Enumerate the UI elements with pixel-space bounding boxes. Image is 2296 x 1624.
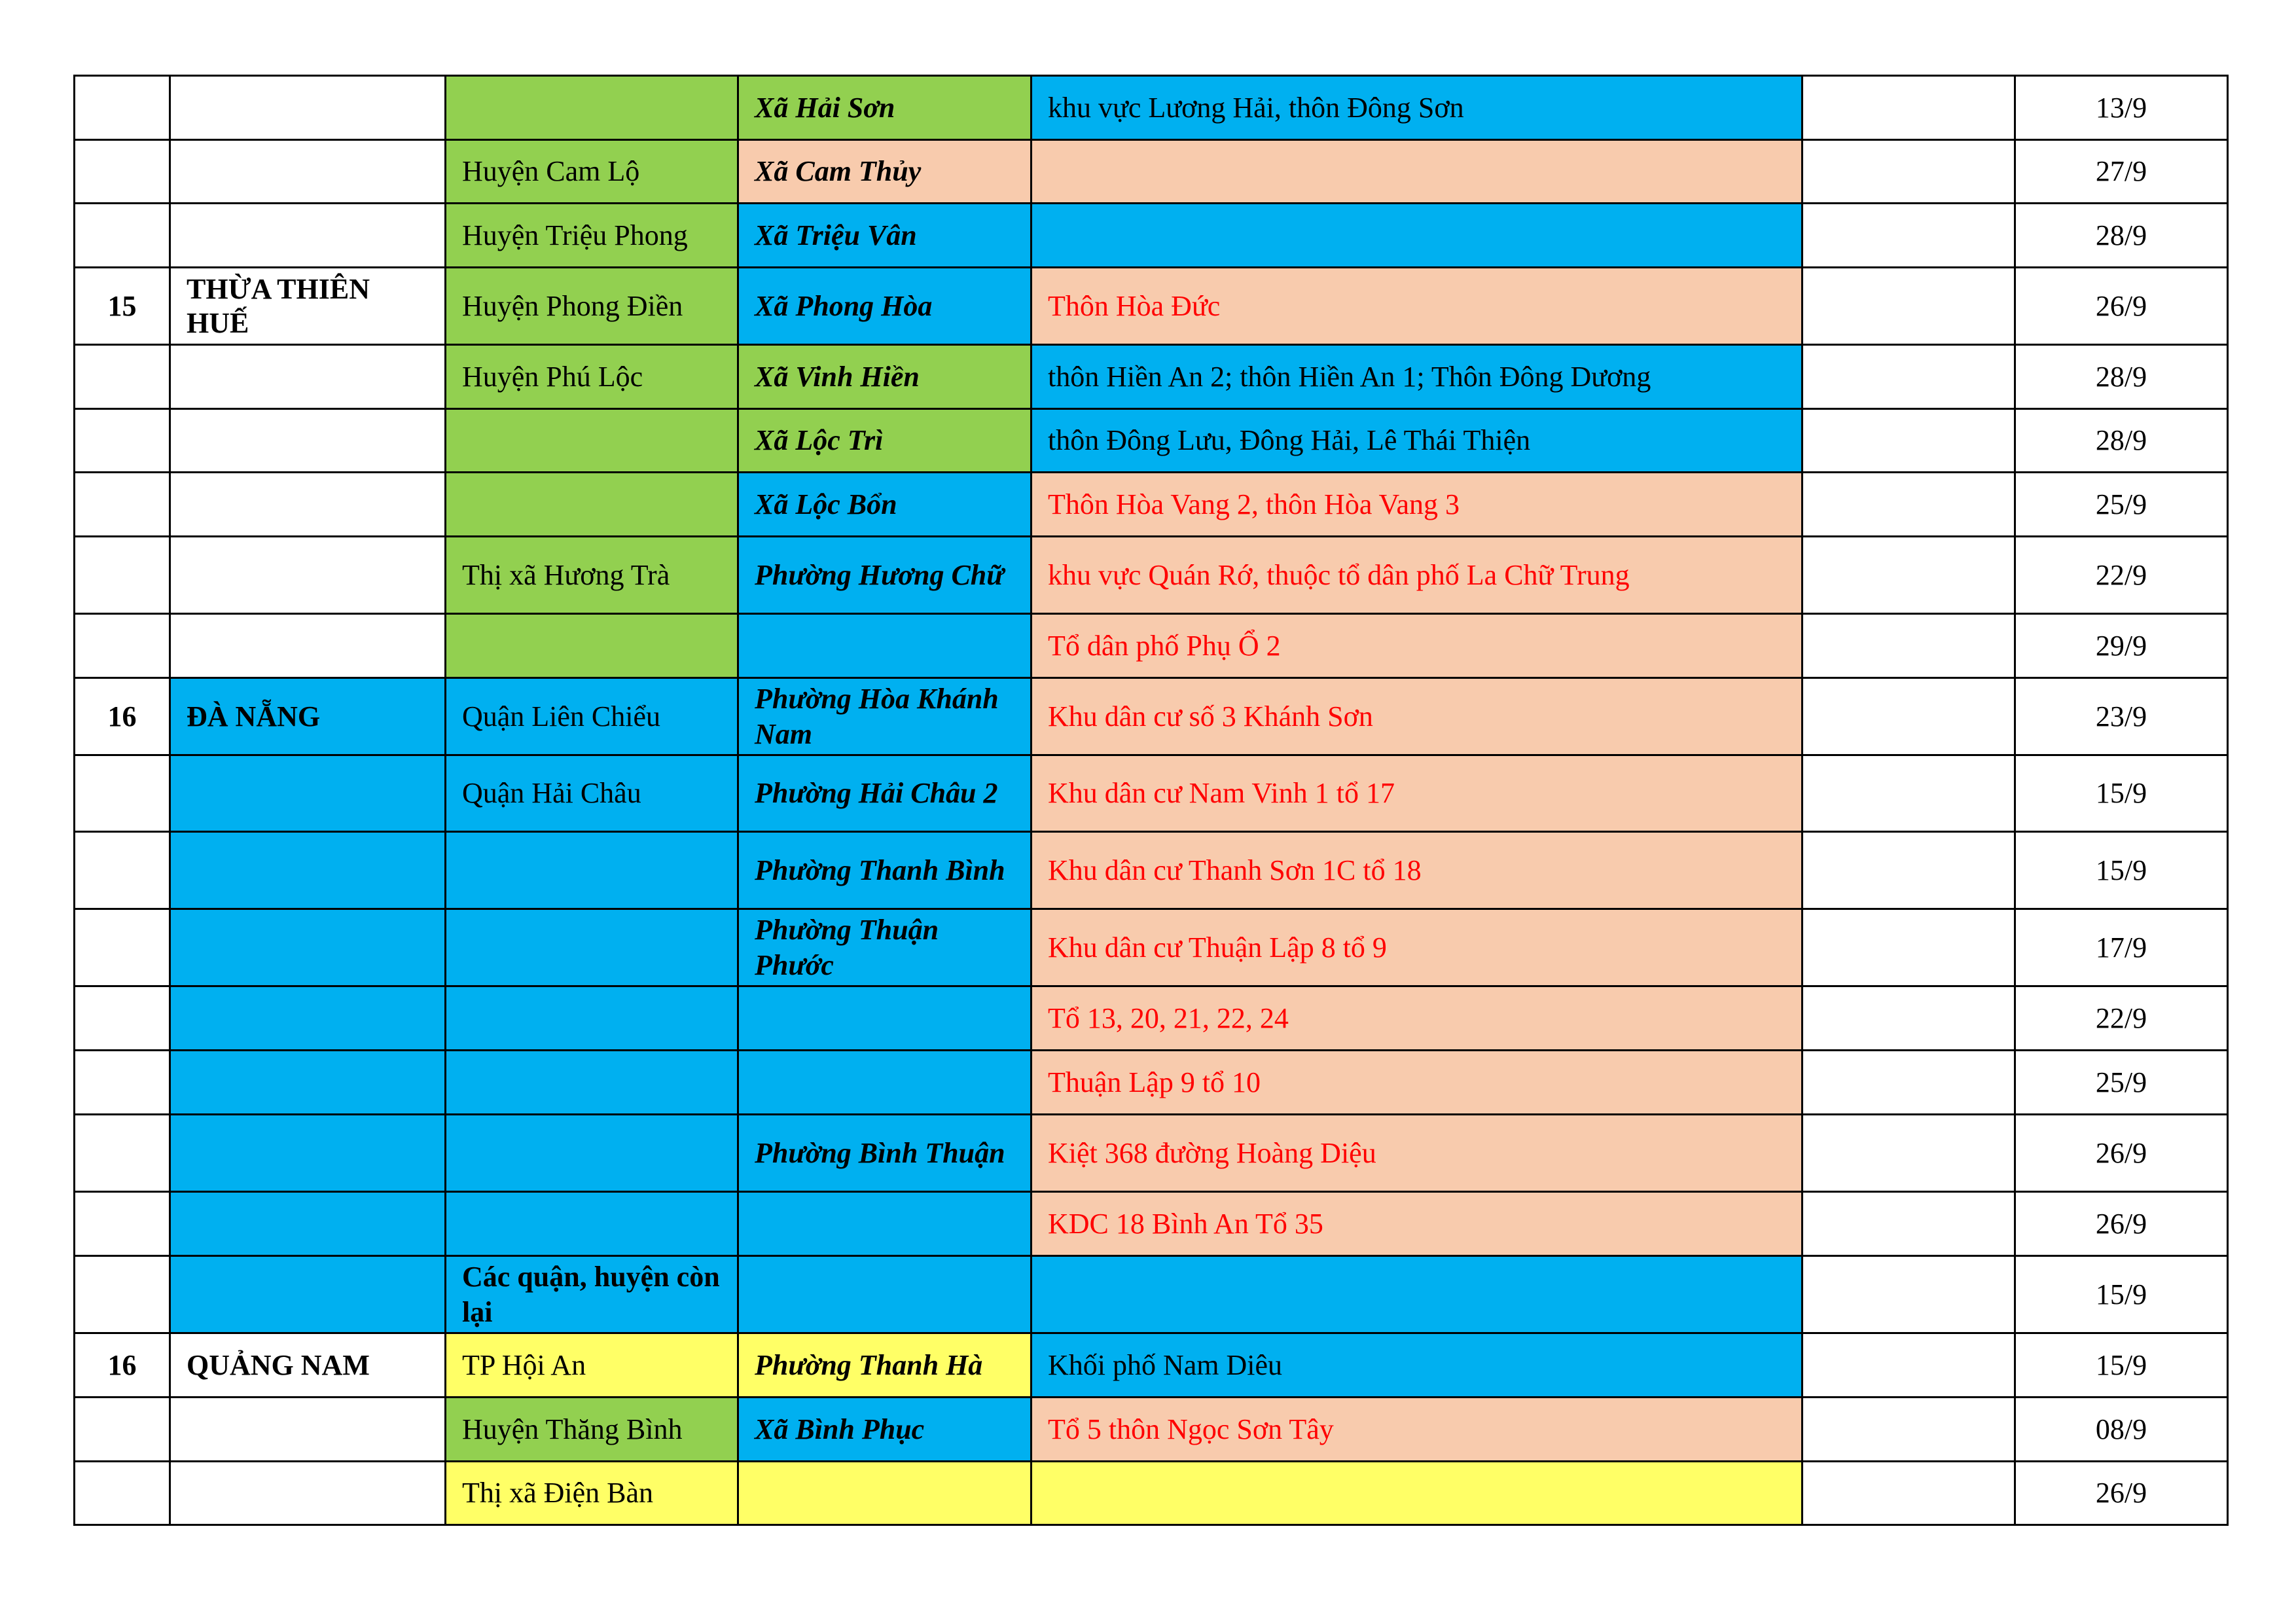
date-cell: 29/9 <box>2015 614 2228 678</box>
province-cell <box>170 1051 446 1115</box>
date-cell: 22/9 <box>2015 537 2228 614</box>
row-number <box>75 909 170 986</box>
row-number <box>75 473 170 537</box>
row-number: 16 <box>75 678 170 755</box>
note-cell <box>1803 986 2015 1051</box>
area-cell: thôn Đông Lưu, Đông Hải, Lê Thái Thiện <box>1031 409 1803 473</box>
date-cell: 15/9 <box>2015 832 2228 909</box>
table-row <box>75 345 2228 409</box>
ward-cell: Phường Thanh Bình <box>738 832 1031 909</box>
area-cell <box>1031 204 1803 268</box>
ward-cell: Xã Vinh Hiền <box>738 345 1031 409</box>
row-number <box>75 986 170 1051</box>
date-cell: 08/9 <box>2015 1398 2228 1462</box>
row-number <box>75 537 170 614</box>
ward-cell: Xã Bình Phục <box>738 1398 1031 1462</box>
area-cell: Khu dân cư Thanh Sơn 1C tổ 18 <box>1031 832 1803 909</box>
district-cell <box>446 614 738 678</box>
area-cell <box>1031 140 1803 204</box>
ward-cell: Phường Hòa Khánh Nam <box>738 678 1031 755</box>
province-cell <box>170 1192 446 1256</box>
date-cell: 15/9 <box>2015 1333 2228 1398</box>
province-cell <box>170 986 446 1051</box>
date-cell: 26/9 <box>2015 1115 2228 1192</box>
table-row <box>75 1256 2228 1333</box>
ward-cell: Phường Thuận Phước <box>738 909 1031 986</box>
table-row <box>75 473 2228 537</box>
note-cell <box>1803 409 2015 473</box>
table-row <box>75 614 2228 678</box>
date-cell: 28/9 <box>2015 345 2228 409</box>
table-row <box>75 537 2228 614</box>
note-cell <box>1803 537 2015 614</box>
row-number <box>75 204 170 268</box>
province-cell <box>170 1398 446 1462</box>
ward-cell <box>738 986 1031 1051</box>
province-cell <box>170 755 446 832</box>
area-cell: thôn Hiền An 2; thôn Hiền An 1; Thôn Đông Dương <box>1031 345 1803 409</box>
row-number <box>75 1256 170 1333</box>
date-cell: 25/9 <box>2015 1051 2228 1115</box>
ward-cell: Xã Phong Hòa <box>738 268 1031 345</box>
table-row <box>75 832 2228 909</box>
district-cell <box>446 1192 738 1256</box>
row-number: 16 <box>75 1333 170 1398</box>
district-cell: Các quận, huyện còn lại <box>446 1256 738 1333</box>
table-row <box>75 909 2228 986</box>
province-cell <box>170 140 446 204</box>
row-number <box>75 345 170 409</box>
date-cell: 15/9 <box>2015 1256 2228 1333</box>
district-cell: Quận Hải Châu <box>446 755 738 832</box>
area-cell: Khu dân cư Nam Vinh 1 tổ 17 <box>1031 755 1803 832</box>
province-cell <box>170 1462 446 1525</box>
province-cell <box>170 614 446 678</box>
province-cell <box>170 1256 446 1333</box>
date-cell: 22/9 <box>2015 986 2228 1051</box>
district-cell: TP Hội An <box>446 1333 738 1398</box>
area-cell <box>1031 1462 1803 1525</box>
row-number <box>75 76 170 140</box>
note-cell <box>1803 755 2015 832</box>
row-number: 15 <box>75 268 170 345</box>
province-cell: ĐÀ NẴNG <box>170 678 446 755</box>
area-cell: KDC 18 Bình An Tổ 35 <box>1031 1192 1803 1256</box>
date-cell: 26/9 <box>2015 268 2228 345</box>
area-cell: Thôn Hòa Vang 2, thôn Hòa Vang 3 <box>1031 473 1803 537</box>
ward-cell <box>738 1192 1031 1256</box>
area-cell: Tổ 5 thôn Ngọc Sơn Tây <box>1031 1398 1803 1462</box>
ward-cell: Xã Hải Sơn <box>738 76 1031 140</box>
ward-cell: Phường Hương Chữ <box>738 537 1031 614</box>
row-number <box>75 1051 170 1115</box>
province-cell <box>170 1115 446 1192</box>
table-row <box>75 409 2228 473</box>
ward-cell: Xã Cam Thủy <box>738 140 1031 204</box>
table-row <box>75 204 2228 268</box>
row-number <box>75 1462 170 1525</box>
province-cell <box>170 537 446 614</box>
row-number <box>75 755 170 832</box>
province-cell <box>170 909 446 986</box>
table-row <box>75 140 2228 204</box>
district-cell <box>446 909 738 986</box>
province-cell <box>170 204 446 268</box>
area-cell: Khối phố Nam Diêu <box>1031 1333 1803 1398</box>
row-number <box>75 1398 170 1462</box>
province-cell <box>170 345 446 409</box>
area-cell: khu vực Quán Rớ, thuộc tổ dân phố La Chữ Trung <box>1031 537 1803 614</box>
note-cell <box>1803 1462 2015 1525</box>
district-cell: Thị xã Điện Bàn <box>446 1462 738 1525</box>
note-cell <box>1803 614 2015 678</box>
note-cell <box>1803 204 2015 268</box>
note-cell <box>1803 832 2015 909</box>
ward-cell <box>738 1462 1031 1525</box>
table-row <box>75 1192 2228 1256</box>
table-row <box>75 1398 2228 1462</box>
district-cell: Huyện Thăng Bình <box>446 1398 738 1462</box>
table-row <box>75 986 2228 1051</box>
ward-cell: Phường Bình Thuận <box>738 1115 1031 1192</box>
row-number <box>75 140 170 204</box>
area-cell <box>1031 1256 1803 1333</box>
note-cell <box>1803 473 2015 537</box>
ward-cell <box>738 1051 1031 1115</box>
date-cell: 28/9 <box>2015 204 2228 268</box>
table-row <box>75 678 2228 755</box>
province-cell: THỪA THIÊN HUẾ <box>170 268 446 345</box>
note-cell <box>1803 345 2015 409</box>
district-cell <box>446 473 738 537</box>
note-cell <box>1803 268 2015 345</box>
district-cell: Quận Liên Chiểu <box>446 678 738 755</box>
district-cell: Huyện Phong Điền <box>446 268 738 345</box>
ward-cell: Xã Lộc Trì <box>738 409 1031 473</box>
date-cell: 15/9 <box>2015 755 2228 832</box>
note-cell <box>1803 1398 2015 1462</box>
date-cell: 26/9 <box>2015 1462 2228 1525</box>
table-row <box>75 1115 2228 1192</box>
province-cell <box>170 76 446 140</box>
table-row <box>75 1462 2228 1525</box>
date-cell: 25/9 <box>2015 473 2228 537</box>
area-cell: Kiệt 368 đường Hoàng Diệu <box>1031 1115 1803 1192</box>
row-number <box>75 1115 170 1192</box>
district-cell: Thị xã Hương Trà <box>446 537 738 614</box>
table-row <box>75 755 2228 832</box>
note-cell <box>1803 76 2015 140</box>
table-row <box>75 268 2228 345</box>
table-row <box>75 1051 2228 1115</box>
district-cell: Huyện Triệu Phong <box>446 204 738 268</box>
province-cell <box>170 409 446 473</box>
ward-cell: Phường Thanh Hà <box>738 1333 1031 1398</box>
district-cell <box>446 1115 738 1192</box>
row-number <box>75 614 170 678</box>
row-number <box>75 1192 170 1256</box>
row-number <box>75 832 170 909</box>
area-cell: Khu dân cư số 3 Khánh Sơn <box>1031 678 1803 755</box>
outbreak-area-table <box>73 75 2229 1526</box>
ward-cell: Phường Hải Châu 2 <box>738 755 1031 832</box>
date-cell: 17/9 <box>2015 909 2228 986</box>
district-cell <box>446 986 738 1051</box>
area-cell: Khu dân cư Thuận Lập 8 tổ 9 <box>1031 909 1803 986</box>
district-cell <box>446 409 738 473</box>
area-cell: Thôn Hòa Đức <box>1031 268 1803 345</box>
note-cell <box>1803 1115 2015 1192</box>
ward-cell: Xã Triệu Vân <box>738 204 1031 268</box>
district-cell <box>446 76 738 140</box>
ward-cell <box>738 1256 1031 1333</box>
note-cell <box>1803 1192 2015 1256</box>
province-cell <box>170 473 446 537</box>
district-cell: Huyện Phú Lộc <box>446 345 738 409</box>
area-cell: Thuận Lập 9 tổ 10 <box>1031 1051 1803 1115</box>
district-cell <box>446 832 738 909</box>
ward-cell: Xã Lộc Bổn <box>738 473 1031 537</box>
date-cell: 26/9 <box>2015 1192 2228 1256</box>
row-number <box>75 409 170 473</box>
note-cell <box>1803 140 2015 204</box>
date-cell: 27/9 <box>2015 140 2228 204</box>
note-cell <box>1803 1256 2015 1333</box>
area-cell: Tổ dân phố Phụ Ổ 2 <box>1031 614 1803 678</box>
table-row <box>75 1333 2228 1398</box>
date-cell: 13/9 <box>2015 76 2228 140</box>
area-cell: Tổ 13, 20, 21, 22, 24 <box>1031 986 1803 1051</box>
district-cell: Huyện Cam Lộ <box>446 140 738 204</box>
area-cell: khu vực Lương Hải, thôn Đông Sơn <box>1031 76 1803 140</box>
province-cell: QUẢNG NAM <box>170 1333 446 1398</box>
note-cell <box>1803 1333 2015 1398</box>
note-cell <box>1803 1051 2015 1115</box>
note-cell <box>1803 909 2015 986</box>
note-cell <box>1803 678 2015 755</box>
date-cell: 28/9 <box>2015 409 2228 473</box>
province-cell <box>170 832 446 909</box>
table-row <box>75 76 2228 140</box>
district-cell <box>446 1051 738 1115</box>
date-cell: 23/9 <box>2015 678 2228 755</box>
ward-cell <box>738 614 1031 678</box>
